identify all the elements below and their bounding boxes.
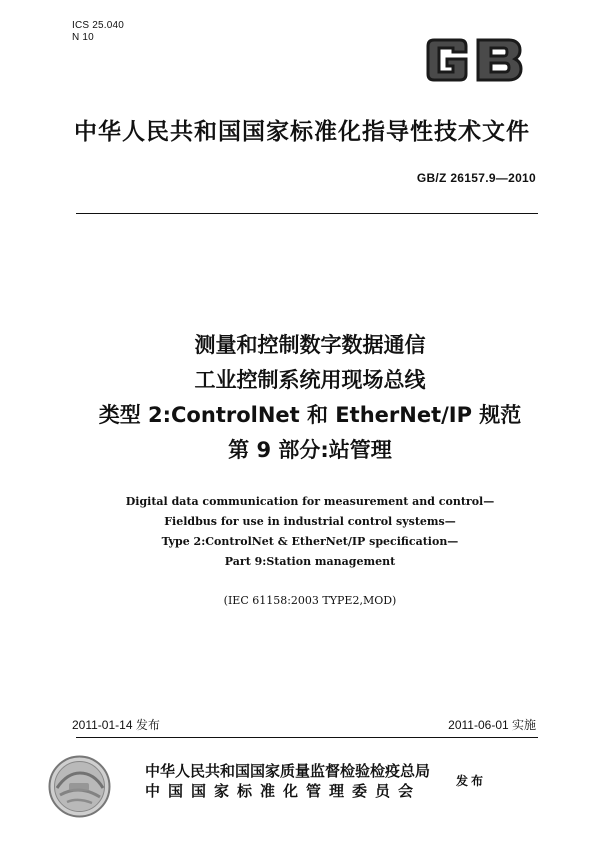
header-divider bbox=[76, 213, 538, 214]
chinese-title-line-1: 测量和控制数字数据通信 bbox=[194, 333, 426, 357]
gb-logo bbox=[420, 30, 535, 90]
english-title-line-2: Fieldbus for use in industrial control systems— bbox=[164, 515, 456, 528]
standard-number: GB/Z 26157.9—2010 bbox=[416, 171, 536, 185]
english-title-line-4: Part 9:Station management bbox=[224, 555, 396, 568]
english-title-line-3: Type 2:ControlNet & EtherNet/IP specification— bbox=[161, 535, 459, 548]
chinese-title-line-2: 工业控制系统用现场总线 bbox=[194, 368, 426, 392]
issue-date: 2011-01-14 发布 bbox=[72, 718, 160, 732]
english-title-line-1: Digital data communication for measurement and control— bbox=[125, 495, 495, 508]
implementation-date: 2011-06-01 实施 bbox=[448, 718, 536, 732]
english-title bbox=[40, 492, 580, 572]
ics-code: ICS 25.040 bbox=[72, 20, 125, 31]
chinese-title-line-4: 第 9 部分:站管理 bbox=[228, 438, 392, 462]
chinese-title-line-3: 类型 2:ControlNet 和 EtherNet/IP 规范 bbox=[98, 403, 522, 427]
issuer-line-1: 中华人民共和国国家质量监督检验检疫总局 bbox=[145, 762, 431, 780]
document-type-heading: 中华人民共和国国家标准化指导性技术文件 bbox=[74, 119, 530, 145]
issuing-authorities bbox=[145, 761, 430, 801]
classification-code: N 10 bbox=[72, 32, 94, 43]
publish-label: 发布 bbox=[456, 774, 487, 788]
footer-divider bbox=[76, 737, 538, 738]
document-codes bbox=[72, 20, 124, 44]
chinese-title bbox=[40, 328, 580, 468]
issuer-line-2: 中国国家标准化管理委员会 bbox=[145, 782, 422, 800]
adoption-reference: (IEC 61158:2003 TYPE2,MOD) bbox=[223, 594, 397, 607]
official-seal bbox=[47, 754, 112, 819]
